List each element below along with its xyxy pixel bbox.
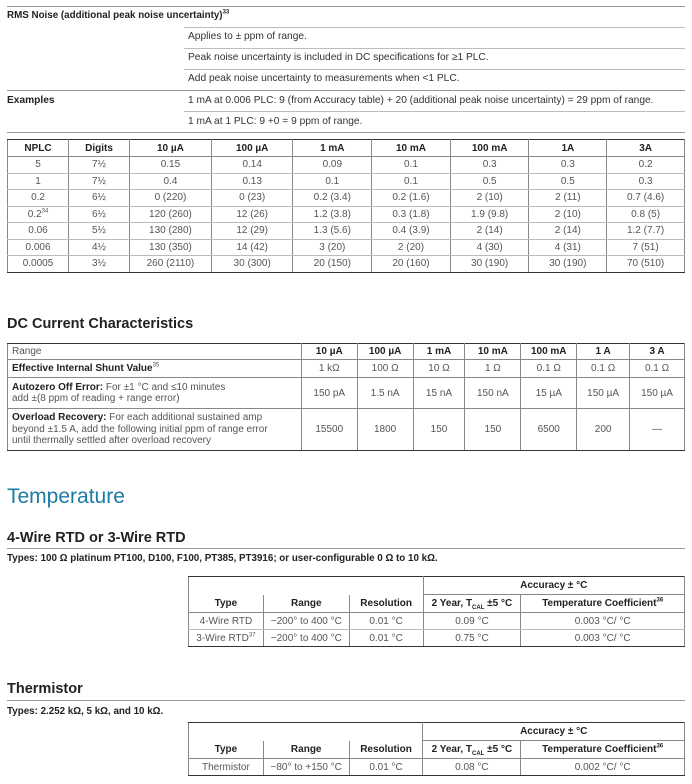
table-cell: 30 (190) <box>450 256 529 273</box>
range-cell: 100 mA <box>521 344 577 360</box>
example-line: 1 mA at 1 PLC: 9 +0 = 9 ppm of range. <box>188 116 363 127</box>
column-header: Temperature Coefficient$^{36}$ <box>521 741 685 759</box>
table-cell: 130 (280) <box>129 223 211 240</box>
column-header: 100 µA <box>211 140 293 157</box>
column-header: 1 mA <box>293 140 372 157</box>
nplc-noise-table <box>7 139 685 273</box>
table-cell: 2 (10) <box>450 190 529 207</box>
accuracy-cell: 0.08 °C <box>423 759 521 776</box>
table-cell: 4 (30) <box>450 239 529 256</box>
temperature-heading: Temperature <box>7 485 125 508</box>
range-cell: −80° to +150 °C <box>263 759 349 776</box>
table-cell: 0 (23) <box>211 190 293 207</box>
section-title: DC Current Characteristics <box>7 316 194 332</box>
column-header: Type <box>189 741 264 759</box>
table-cell: 0.0005 <box>8 256 69 273</box>
tempco-cell: 0.003 °C/ °C <box>521 613 685 630</box>
autozero-cell: 150 nA <box>465 378 521 409</box>
resolution-cell: 0.01 °C <box>349 759 423 776</box>
autozero-cell: 1.5 nA <box>357 378 413 409</box>
column-header: Resolution <box>349 741 423 759</box>
table-cell: 0.1 <box>293 173 372 190</box>
table-cell: 12 (26) <box>211 206 293 223</box>
column-header: 1A <box>529 140 607 157</box>
type-cell: 3-Wire RTD$^{37}$ <box>189 630 264 647</box>
table-cell: 0.3 <box>529 157 607 174</box>
range-cell: 1 mA <box>413 344 465 360</box>
table-row <box>8 206 685 223</box>
table-cell: 2 (11) <box>529 190 607 207</box>
accuracy-cell: 0.75 °C <box>423 630 521 647</box>
table-cell: 7½ <box>69 173 130 190</box>
autozero-cell: 150 µA <box>630 378 685 409</box>
table-cell: 70 (510) <box>607 256 685 273</box>
table-row <box>8 239 685 256</box>
table-cell: 6½ <box>69 190 130 207</box>
rms-noise-line: Add peak noise uncertainty to measurements when <1 PLC. <box>188 73 460 84</box>
table-header-row <box>189 595 685 613</box>
table-cell: 7½ <box>69 157 130 174</box>
table-row <box>189 630 685 647</box>
table-row <box>8 157 685 174</box>
table-row <box>8 223 685 240</box>
table-row <box>189 759 685 776</box>
table-cell: 0.3 <box>607 173 685 190</box>
type-cell: 4-Wire RTD <box>189 613 264 630</box>
range-cell: −200° to 400 °C <box>263 613 349 630</box>
table-cell: 7 (51) <box>607 239 685 256</box>
table-cell: 4½ <box>69 239 130 256</box>
examples-label: Examples <box>7 95 55 106</box>
accuracy-header: Accuracy ± °C <box>423 723 685 741</box>
autozero-cell: 150 µA <box>577 378 630 409</box>
column-header: Type <box>189 595 264 613</box>
rms-noise-label: RMS Noise (additional peak noise uncertainty)$^{33}$ <box>7 9 230 21</box>
overload-cell: 150 <box>413 409 465 451</box>
table-cell: 2 (14) <box>450 223 529 240</box>
table-cell: 6½ <box>69 206 130 223</box>
table-cell: 0.15 <box>129 157 211 174</box>
table-cell: 0.1 <box>372 173 451 190</box>
range-row <box>8 344 685 360</box>
table-cell: 3½ <box>69 256 130 273</box>
table-cell: 0.5 <box>529 173 607 190</box>
table-cell: 120 (260) <box>129 206 211 223</box>
table-cell: 1.3 (5.6) <box>293 223 372 240</box>
range-cell: 100 µA <box>357 344 413 360</box>
table-cell: 260 (2110) <box>129 256 211 273</box>
table-cell: 1.2 (7.7) <box>607 223 685 240</box>
table-cell: 0.2 (3.4) <box>293 190 372 207</box>
table-cell: 130 (350) <box>129 239 211 256</box>
table-cell: 20 (160) <box>372 256 451 273</box>
table-cell: 0.5 <box>450 173 529 190</box>
overload-cell: 6500 <box>521 409 577 451</box>
table-cell: 2 (14) <box>529 223 607 240</box>
column-header: Temperature Coefficient$^{36}$ <box>521 595 685 613</box>
overload-cell: 1800 <box>357 409 413 451</box>
column-header: 2 Year, $T_{CAL} \pm 5$ °C <box>423 595 521 613</box>
column-header: Range <box>263 595 349 613</box>
rule <box>7 548 685 549</box>
column-header: Range <box>263 741 349 759</box>
table-cell: 5 <box>8 157 69 174</box>
autozero-cell: 15 nA <box>413 378 465 409</box>
autozero-label: Autozero Off Error: For ±1 °C and ≤10 minutes add ±(8 ppm of reading + range error) <box>8 378 302 409</box>
thermistor-types: Types: 2.252 kΩ, 5 kΩ, and 10 kΩ. <box>7 706 164 717</box>
tempco-cell: 0.002 °C/ °C <box>521 759 685 776</box>
range-cell: 10 mA <box>465 344 521 360</box>
shunt-row <box>8 360 685 378</box>
range-cell: −200° to 400 °C <box>263 630 349 647</box>
table-cell: 14 (42) <box>211 239 293 256</box>
table-cell: 4 (31) <box>529 239 607 256</box>
table-cell: 0.4 (3.9) <box>372 223 451 240</box>
rule <box>7 700 685 701</box>
table-cell: 0.4 <box>129 173 211 190</box>
type-cell: Thermistor <box>189 759 264 776</box>
overload-row <box>8 409 685 451</box>
shunt-cell: 10 Ω <box>413 360 465 378</box>
table-cell: 0.09 <box>293 157 372 174</box>
shunt-cell: 1 Ω <box>465 360 521 378</box>
column-header: 10 mA <box>372 140 451 157</box>
rtd-types: Types: 100 Ω platinum PT100, D100, F100, PT385, PT3916; or user-configurable 0 Ω to 10 kΩ. <box>7 553 438 564</box>
range-label: Range <box>8 344 302 360</box>
table-row <box>8 256 685 273</box>
overload-label: Overload Recovery: For each additional sustained amp beyond ±1.5 A, add the following initial ppm of range error until thermally settled after overload recovery <box>8 409 302 451</box>
rule <box>184 111 685 112</box>
table-row <box>189 613 685 630</box>
shunt-cell: 0.1 Ω <box>630 360 685 378</box>
table-cell: $0.2^{34}$ <box>8 206 69 223</box>
table-cell: 1.2 (3.8) <box>293 206 372 223</box>
table-row <box>8 190 685 207</box>
table-cell: 0.3 <box>450 157 529 174</box>
autozero-cell: 150 pA <box>301 378 357 409</box>
overload-cell: 150 <box>465 409 521 451</box>
rule <box>184 27 685 28</box>
resolution-cell: 0.01 °C <box>349 613 423 630</box>
table-cell: 0.7 (4.6) <box>607 190 685 207</box>
table-cell: 0.13 <box>211 173 293 190</box>
overload-cell: 200 <box>577 409 630 451</box>
column-header: 10 µA <box>129 140 211 157</box>
thermistor-title: Thermistor <box>7 681 83 697</box>
table-cell: 0.1 <box>372 157 451 174</box>
table-row <box>8 173 685 190</box>
table-cell: 12 (29) <box>211 223 293 240</box>
range-cell: 1 A <box>577 344 630 360</box>
table-cell: 3 (20) <box>293 239 372 256</box>
table-header-row <box>189 741 685 759</box>
table-cell: 0.06 <box>8 223 69 240</box>
table-cell: 2 (20) <box>372 239 451 256</box>
tempco-cell: 0.003 °C/ °C <box>521 630 685 647</box>
rule <box>7 90 685 91</box>
table-cell: 0.006 <box>8 239 69 256</box>
column-header: NPLC <box>8 140 69 157</box>
column-header: 2 Year, $T_{CAL} \pm 5$ °C <box>423 741 521 759</box>
dc-current-table <box>7 343 685 451</box>
accuracy-header: Accuracy ± °C <box>423 577 684 595</box>
table-cell: 0.14 <box>211 157 293 174</box>
table-cell: 30 (300) <box>211 256 293 273</box>
table-cell: 0.3 (1.8) <box>372 206 451 223</box>
overload-cell: — <box>630 409 685 451</box>
table-cell: 1 <box>8 173 69 190</box>
table-cell: 1.9 (9.8) <box>450 206 529 223</box>
table-cell: 0.2 (1.6) <box>372 190 451 207</box>
rule <box>7 132 685 133</box>
thermistor-accuracy-table <box>188 722 685 776</box>
resolution-cell: 0.01 °C <box>349 630 423 647</box>
table-cell: 0.8 (5) <box>607 206 685 223</box>
rtd-accuracy-table <box>188 576 685 647</box>
table-cell: 0 (220) <box>129 190 211 207</box>
range-cell: 10 µA <box>301 344 357 360</box>
accuracy-header-row <box>189 723 685 741</box>
overload-cell: 15500 <box>301 409 357 451</box>
column-header: Digits <box>69 140 130 157</box>
rtd-title: 4-Wire RTD or 3-Wire RTD <box>7 530 186 546</box>
column-header: Resolution <box>349 595 423 613</box>
rms-noise-line: Peak noise uncertainty is included in DC specifications for ≥1 PLC. <box>188 52 489 63</box>
shunt-cell: 1 kΩ <box>301 360 357 378</box>
autozero-row <box>8 378 685 409</box>
column-header: 100 mA <box>450 140 529 157</box>
column-header: 3A <box>607 140 685 157</box>
shunt-cell: 0.1 Ω <box>577 360 630 378</box>
table-cell: 2 (10) <box>529 206 607 223</box>
range-cell: 3 A <box>630 344 685 360</box>
accuracy-header-row <box>189 577 685 595</box>
rms-noise-line: Applies to ± ppm of range. <box>188 31 307 42</box>
shunt-cell: 0.1 Ω <box>521 360 577 378</box>
table-cell: 20 (150) <box>293 256 372 273</box>
top-rule <box>7 6 685 7</box>
rule <box>184 69 685 70</box>
autozero-cell: 15 µA <box>521 378 577 409</box>
rule <box>184 48 685 49</box>
shunt-cell: 100 Ω <box>357 360 413 378</box>
shunt-label: Effective Internal Shunt Value$^{35}$ <box>8 360 302 378</box>
table-cell: 0.2 <box>8 190 69 207</box>
table-header-row <box>8 140 685 157</box>
accuracy-cell: 0.09 °C <box>423 613 521 630</box>
table-cell: 0.2 <box>607 157 685 174</box>
table-cell: 30 (190) <box>529 256 607 273</box>
example-line: 1 mA at 0.006 PLC: 9 (from Accuracy table) + 20 (additional peak noise uncertainty) = 29 ppm of range. <box>188 95 654 106</box>
table-cell: 5½ <box>69 223 130 240</box>
